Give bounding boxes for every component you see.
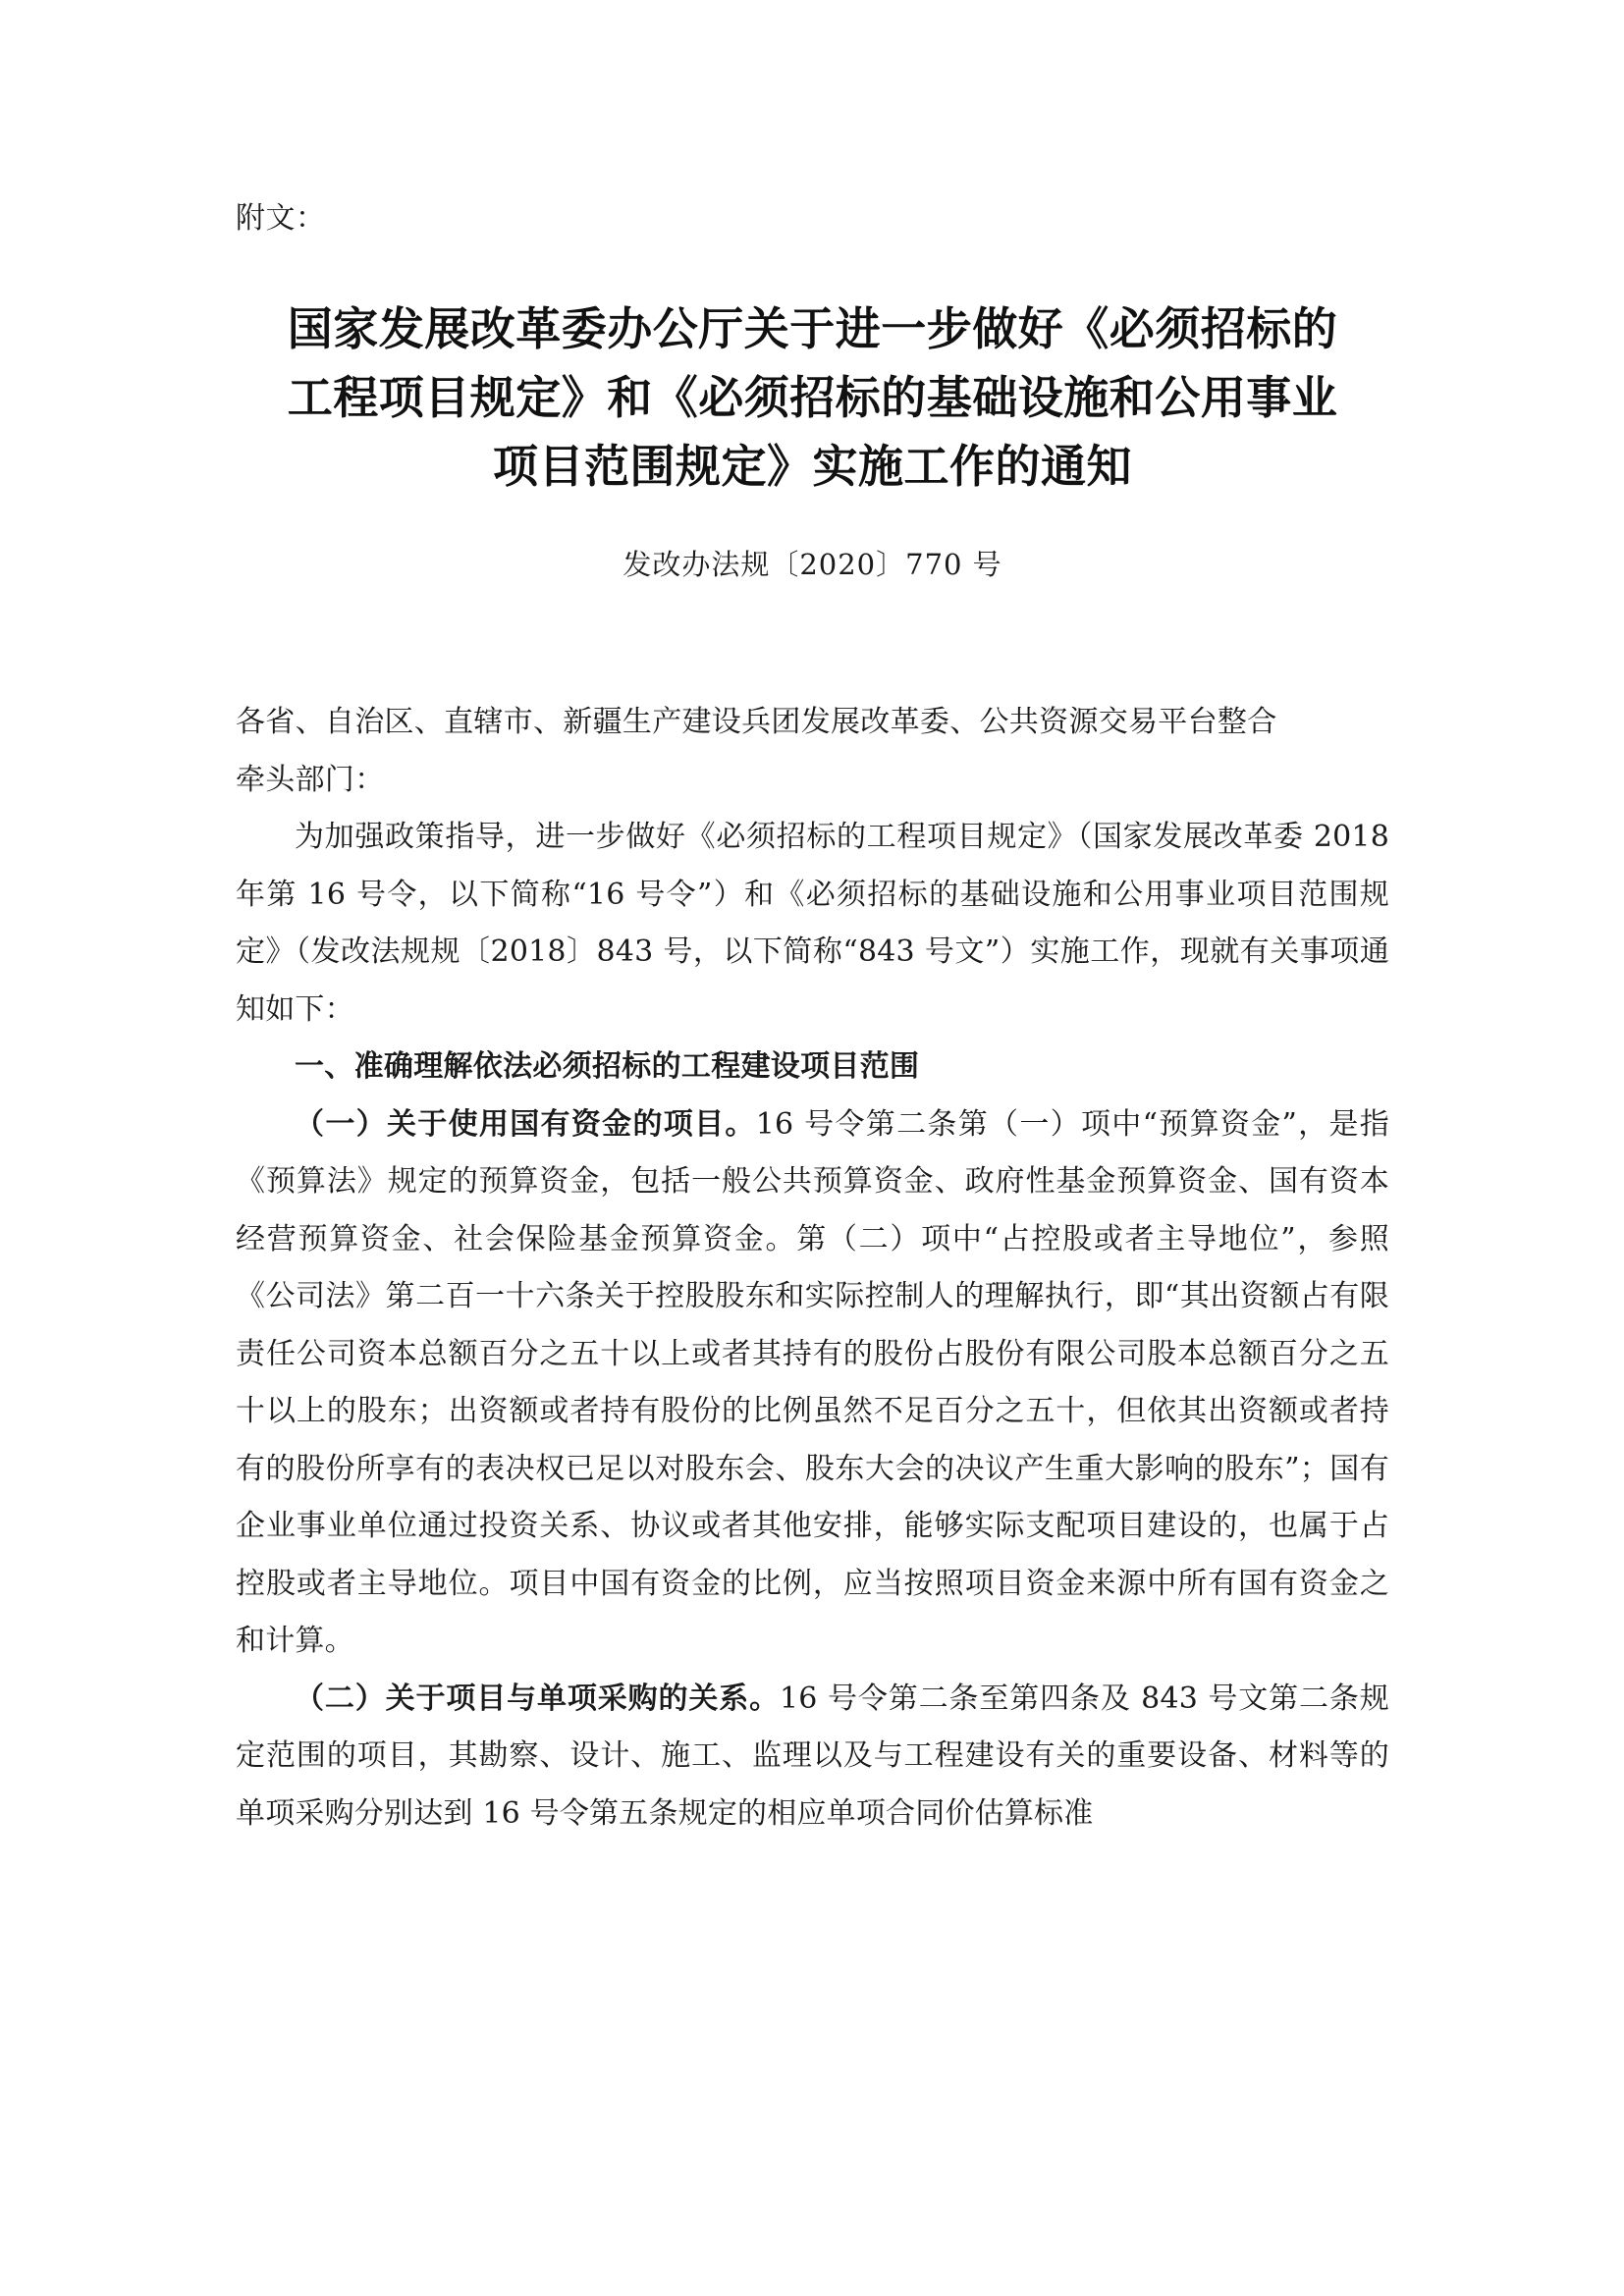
item-lead-1: （一）关于使用国有资金的项目。 bbox=[295, 1106, 756, 1142]
title-line-3: 项目范围规定》实施工作的通知 bbox=[493, 439, 1132, 493]
section-one-heading: 一、准确理解依法必须招标的工程建设项目范围 bbox=[295, 1049, 920, 1085]
addressee-block bbox=[236, 694, 1389, 809]
intro-paragraph: 为加强政策指导，进一步做好《必须招标的工程项目规定》（国家发展改革委 2018 年第 16 号令，以下简称“16 号令”）和《必须招标的基础设施和公用事业项目范围规定》（发改法规规〔2018〕843 号，以下简称“843 号文”）实施工作，现就有关事项通知如下： bbox=[236, 820, 1389, 1027]
item-paragraph-1 bbox=[236, 1096, 1389, 1671]
item-text-2: 16 号令第二条至第四条及 843 号文第二条规定范围的项目，其勘察、设计、施工、监理以及与工程建设有关的重要设备、材料等的单项采购分别达到 16 号令第五条规定的相应单项合同价估算标准 bbox=[236, 1681, 1390, 1831]
item-paragraph-2 bbox=[236, 1671, 1389, 1843]
title-line-1: 国家发展改革委办公厅关于进一步做好《必须招标的 bbox=[287, 302, 1338, 355]
attachment-label: 附文： bbox=[236, 201, 326, 236]
title-line-2: 工程项目规定》和《必须招标的基础设施和公用事业 bbox=[287, 370, 1338, 424]
item-text-1: 16 号令第二条第（一）项中“预算资金”，是指《预算法》规定的预算资金，包括一般公共预算资金、政府性基金预算资金、国有资本经营预算资金、社会保险基金预算资金。第（二）项中“占控股或者主导地位”，参照《公司法》第二百一十六条关于控股股东和实际控制人的理解执行，即“其出资额占有限责任公司资本总额百分之五十以上或者其持有的股份占股份有限公司股本总额百分之五十以上的股东；出资额或者持有股份的比例虽然不足百分之五十，但依其出资额或者持有的股份所享有的表决权已足以对股东会、股东大会的决议产生重大影响的股东”；国有企业事业单位通过投资关系、协议或者其他安排，能够实际支配项目建设的，也属于占控股或者主导地位。项目中国有资金的比例，应当按照项目资金来源中所有国有资金之和计算。 bbox=[236, 1106, 1390, 1659]
page-title bbox=[236, 295, 1389, 502]
item-lead-2: （二）关于项目与单项采购的关系。 bbox=[295, 1681, 781, 1716]
addressee-line-2: 牵头部门： bbox=[236, 762, 385, 797]
document-content bbox=[236, 0, 1389, 1842]
addressee-line-1: 各省、自治区、直辖市、新疆生产建设兵团发展改革委、公共资源交易平台整合 bbox=[236, 705, 1277, 740]
document-number: 发改办法规〔2020〕770 号 bbox=[623, 547, 1002, 581]
